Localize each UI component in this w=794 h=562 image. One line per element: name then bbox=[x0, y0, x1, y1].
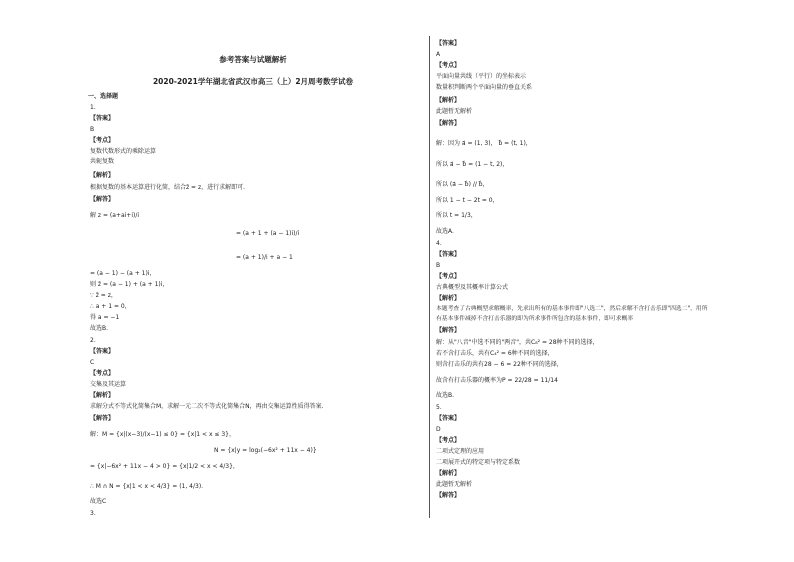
solution-line: = {x|−6x² + 11x − 4 > 0} = {x|1/2 < x < 4/3}， bbox=[90, 463, 239, 470]
doc-title: 参考答案与试题解析 bbox=[219, 55, 287, 64]
solution-heading: 【解答】 bbox=[90, 415, 115, 422]
topic-item: 平面向量共线（平行）的坐标表示 bbox=[436, 73, 527, 80]
topic-item: 交集及其运算 bbox=[90, 381, 127, 388]
solution-line: 得 a = −1 bbox=[90, 314, 120, 321]
math-line: = (a + 1)/i + a − 1 bbox=[236, 254, 293, 261]
solution-heading: 【解答】 bbox=[436, 492, 461, 499]
topic-item: 共轭复数 bbox=[90, 158, 115, 165]
doc-subtitle: 2020-2021学年湖北省武汉市高三（上）2月周考数学试卷 bbox=[152, 77, 354, 86]
answer-heading: 【答案】 bbox=[90, 115, 115, 122]
solution-line: 解：从"八音"中选不同的"两音"，共C₈² = 28种不同的选择， bbox=[436, 339, 599, 346]
analysis-text: 此题暂无解析 bbox=[436, 108, 473, 115]
answer-value: D bbox=[436, 426, 441, 433]
solution-heading: 【解答】 bbox=[436, 327, 461, 334]
answer-heading: 【答案】 bbox=[436, 415, 461, 422]
solution-line: 则 z̄ = (a − 1) + (a + 1)i， bbox=[90, 281, 169, 288]
topic-item: 二项式定理的应用 bbox=[436, 448, 485, 455]
solution-line: 故选C bbox=[90, 498, 107, 505]
analysis-heading: 【解析】 bbox=[90, 392, 115, 399]
question-number: 2. bbox=[90, 337, 96, 344]
topic-item: 古典概型及其概率计算公式 bbox=[436, 284, 509, 291]
topic-heading: 【考点】 bbox=[436, 273, 461, 280]
question-number: 1. bbox=[90, 104, 96, 111]
answer-value: C bbox=[90, 359, 95, 366]
solution-line: 若不含打击乐，共有C₄² = 6种不同的选择， bbox=[436, 350, 554, 357]
analysis-text: 求解分式不等式化简集合M，求解一元二次不等式化简集合N，再由交集运算性质得答案. bbox=[90, 403, 324, 410]
solution-line: ∴ M ∩ N = {x|1 < x < 4/3} = (1, 4/3). bbox=[90, 483, 204, 490]
solution-line: 故选A. bbox=[436, 228, 454, 235]
solution-line: 则含打击乐的共有28 − 6 = 22种不同的选择， bbox=[436, 361, 563, 368]
analysis-heading: 【解析】 bbox=[436, 470, 461, 477]
answer-value: B bbox=[90, 126, 95, 133]
answer-heading: 【答案】 bbox=[90, 348, 115, 355]
section-heading: 一、选择题 bbox=[88, 93, 119, 100]
topic-heading: 【考点】 bbox=[90, 137, 115, 144]
topic-heading: 【考点】 bbox=[436, 62, 461, 69]
solution-line: 所以 1 − t − 2t = 0， bbox=[436, 197, 499, 204]
solution-heading: 【解答】 bbox=[90, 196, 115, 203]
topic-item: 数量积判断两个平面向量的垂直关系 bbox=[436, 84, 533, 91]
solution-line: 故含有打击乐器的概率为P = 22/28 = 11/14 bbox=[436, 377, 558, 384]
analysis-heading: 【解析】 bbox=[90, 172, 115, 179]
question-number: 5. bbox=[436, 404, 442, 411]
analysis-text: 此题暂无解析 bbox=[436, 481, 473, 488]
solution-line: 解 z = (a+ai+i)/i bbox=[90, 212, 140, 219]
topic-heading: 【考点】 bbox=[436, 437, 461, 444]
analysis-text: 本题考查了古典概型求解概率，先求出所有的基本事件即"八选二"，然后求解不含打击乐即"四选二"，用所 bbox=[436, 306, 708, 312]
solution-heading: 【解答】 bbox=[436, 120, 461, 127]
analysis-heading: 【解析】 bbox=[436, 97, 461, 104]
answer-value: A bbox=[436, 51, 441, 58]
analysis-heading: 【解析】 bbox=[436, 295, 461, 302]
answer-value: B bbox=[436, 262, 441, 269]
topic-heading: 【考点】 bbox=[90, 370, 115, 377]
topic-item: 复数代数形式的乘除运算 bbox=[90, 148, 157, 155]
solution-line: 解：M = {x|(x−3)/(x−1) ≤ 0} = {x|1 < x ≤ 3}， bbox=[90, 431, 235, 438]
solution-line: 故选B. bbox=[436, 392, 455, 399]
solution-line: 故选B. bbox=[90, 325, 109, 332]
solution-line: ∵ z̄ = z， bbox=[90, 292, 117, 299]
question-number: 3. bbox=[90, 510, 96, 517]
solution-line: N = {x|y = log₂(−6x² + 11x − 4)} bbox=[214, 447, 317, 454]
math-line: = (a + 1 + (a − 1)i)/i bbox=[236, 230, 300, 237]
solution-line: = (a − 1) − (a + 1)i， bbox=[90, 270, 156, 277]
solution-line: 所以 a⃗ − b⃗ = (1 − t, 2)， bbox=[436, 161, 509, 168]
analysis-text: 有基本事件减掉不含打击乐器的即为所求事件所包含的基本事件，即可求概率 bbox=[436, 316, 634, 322]
column-divider bbox=[429, 36, 430, 518]
analysis-text: 根据复数的基本运算进行化简，结合z̄ = z，进行求解即可. bbox=[90, 184, 246, 191]
solution-line: 所以 t = 1/3， bbox=[436, 212, 477, 219]
solution-line: ∴ a + 1 = 0， bbox=[90, 303, 131, 310]
solution-line: 所以 (a⃗ − b⃗) // b⃗， bbox=[436, 181, 489, 188]
answer-heading: 【答案】 bbox=[436, 251, 461, 258]
topic-item: 二项展开式的特定项与特定系数 bbox=[436, 459, 521, 466]
question-number: 4. bbox=[436, 240, 442, 247]
solution-line: 解：因为 a⃗ = (1, 3)， b⃗ = (t, 1)， bbox=[436, 140, 532, 147]
answer-heading: 【答案】 bbox=[436, 40, 461, 47]
